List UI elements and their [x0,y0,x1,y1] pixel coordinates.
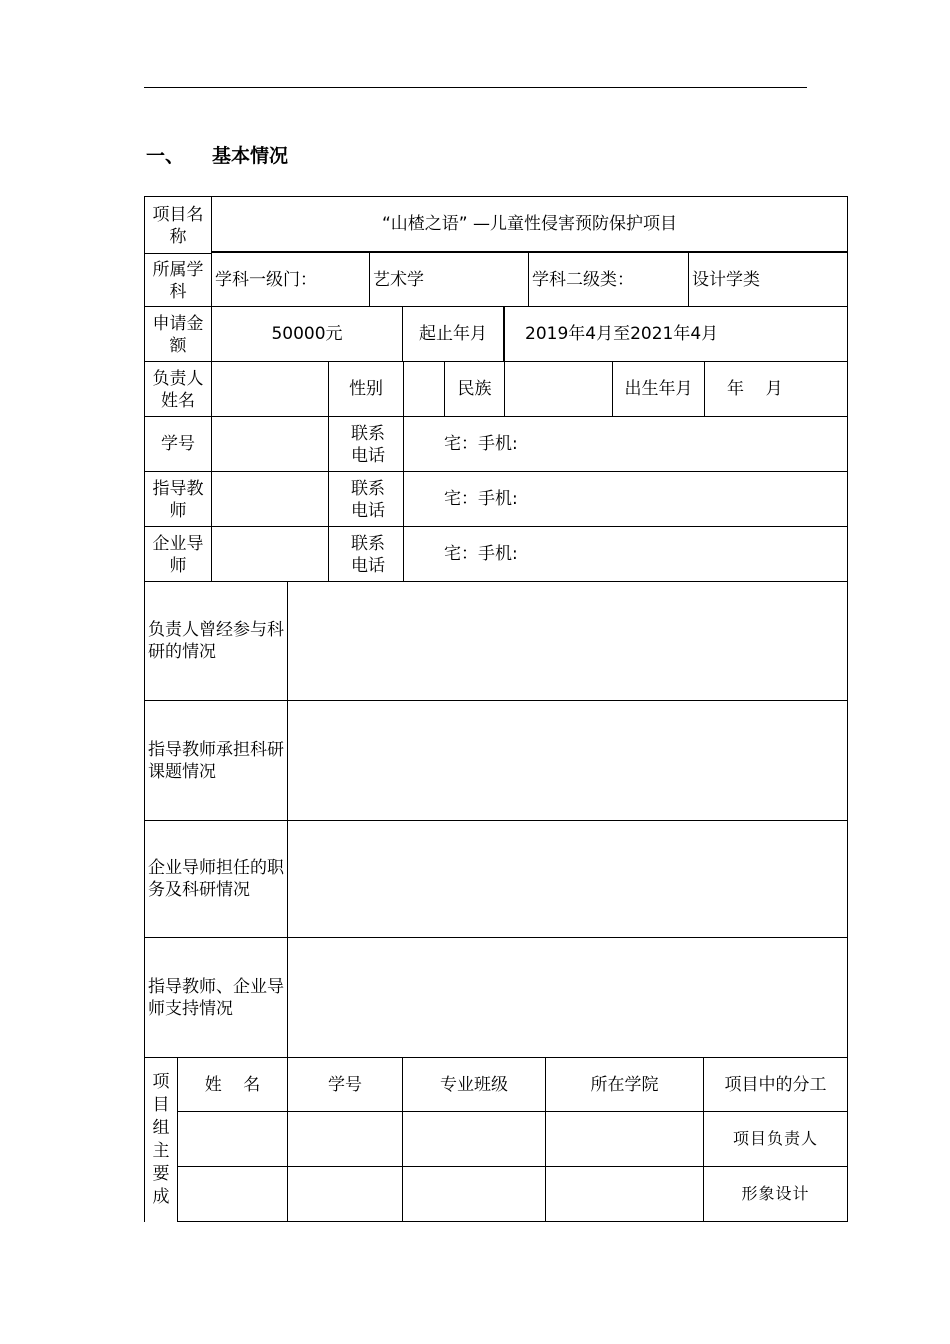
member-student-id-cell[interactable] [288,1167,402,1221]
level1-label: 学科一级门： [215,270,317,290]
advisor-research-label: 指导教师承担科研课题情况 [148,739,284,782]
advisor-label: 指导教师 [152,479,204,521]
ethnicity-value[interactable] [505,362,612,416]
member-college-cell[interactable] [546,1167,703,1221]
advisor-contact-value[interactable]: 宅：手机: [444,489,518,509]
member-name-cell[interactable] [178,1167,287,1221]
member-name-cell[interactable] [178,1112,287,1166]
leader-name-label: 负责人姓名 [152,369,204,411]
level2-value[interactable]: 设计学类 [692,270,760,290]
project-name-label: 项目名称 [152,205,204,247]
advisor-value[interactable] [212,472,328,526]
advisor-research-value[interactable] [288,701,847,820]
mentor-research-value[interactable] [288,821,847,937]
member-major-class-cell[interactable] [403,1112,545,1166]
section-number: 一、 [146,145,185,167]
period-value[interactable]: 2019年4月至2021年4月 [525,324,719,344]
birth-value[interactable]: 年 月 [727,379,783,399]
member-role-cell[interactable]: 项目负责人 [732,1129,818,1148]
member-major-class-cell[interactable] [403,1167,545,1221]
birth-label: 出生年月 [624,379,693,399]
leader-research-value[interactable] [288,582,847,700]
members-header-student-id: 学号 [328,1074,362,1095]
mentor-contact-value[interactable]: 宅：手机: [444,544,518,564]
level2-label: 学科二级类： [532,270,634,290]
gender-label: 性别 [349,379,383,399]
members-header-college: 所在学院 [590,1074,659,1095]
enterprise-mentor-label: 企业导师 [152,534,204,576]
member-role-cell[interactable]: 形象设计 [741,1184,810,1203]
amount-value[interactable]: 50000元 [271,324,343,344]
project-name-value[interactable]: “山楂之语” —儿童性侵害预防保护项目 [381,214,678,234]
members-header-major-class: 专业班级 [440,1074,508,1095]
discipline-label: 所属学科 [152,260,204,302]
members-header-name: 姓 名 [204,1074,261,1095]
member-college-cell[interactable] [546,1112,703,1166]
leader-name-value[interactable] [212,362,328,416]
mentor-contact-label: 联系电话 [351,534,385,576]
period-label: 起止年月 [419,324,487,344]
members-header-role: 项目中的分工 [724,1074,827,1095]
level1-value[interactable]: 艺术学 [373,270,424,290]
gender-value[interactable] [404,362,444,416]
student-id-value[interactable] [212,417,328,471]
support-label: 指导教师、企业导师支持情况 [148,976,284,1019]
advisor-contact-label: 联系电话 [351,479,385,521]
support-value[interactable] [288,938,847,1057]
section-title: 基本情况 [212,145,289,167]
member-student-id-cell[interactable] [288,1112,402,1166]
members-label: 项目组主要成 [152,1072,170,1207]
leader-contact-value[interactable]: 宅：手机: [444,434,518,454]
enterprise-mentor-value[interactable] [212,527,328,581]
mentor-research-label: 企业导师担任的职务及科研情况 [148,858,284,900]
amount-label: 申请金额 [152,314,204,356]
leader-research-label: 负责人曾经参与科研的情况 [148,620,284,662]
leader-contact-label: 联系电话 [351,424,385,466]
student-id-label: 学号 [161,434,195,454]
ethnicity-label: 民族 [457,379,492,399]
